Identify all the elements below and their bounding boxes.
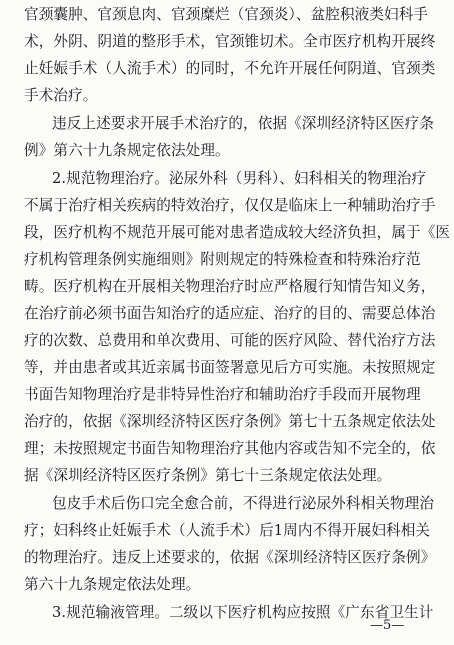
page-number: —5— bbox=[370, 618, 405, 633]
text-line-17: 理；未按照规定书面告知物理治疗其他内容或告知不完全的，依 bbox=[24, 440, 436, 457]
text-line-7: 2.规范物理治疗。泌尿外科（男科）、妇科相关的物理治疗 bbox=[52, 170, 427, 187]
text-line-21: 的物理治疗。违反上述要求的，依据《深圳经济特区医疗条例》 bbox=[24, 549, 436, 566]
text-line-16: 治疗的，依据《深圳经济特区医疗条例》第七十五条规定依法处 bbox=[24, 413, 436, 430]
text-line-23: 3.规范输液管理。二级以下医疗机构应按照《广东省卫生计 bbox=[52, 604, 434, 621]
text-line-4: 手术治疗。 bbox=[24, 87, 98, 104]
text-line-5: 违反上述要求开展手术治疗的，依据《深圳经济特区医疗条 bbox=[52, 115, 435, 132]
text-line-8: 不属于治疗相关疾病的特效治疗，仅仅是临床上一种辅助治疗手 bbox=[24, 197, 436, 214]
text-line-6: 例》第六十九条规定依法处理。 bbox=[24, 142, 230, 159]
text-line-3: 止妊娠手术（人流手术）的同时，不允许开展任何阴道、官颈类 bbox=[24, 60, 436, 77]
text-line-19: 包皮手术后伤口完全愈合前，不得进行泌尿外科相关物理治 bbox=[52, 495, 435, 512]
text-line-10: 疗机构管理条例实施细则》附则规定的特殊检查和特殊治疗范 bbox=[24, 251, 421, 268]
text-line-2: 术，外阴、阴道的整形手术，官颈锥切术。全市医疗机构开展终 bbox=[24, 33, 436, 50]
text-line-1: 官颈囊肿、官颈息肉、官颈糜烂（官颈炎）、盆腔积液类妇科手 bbox=[24, 6, 429, 23]
text-line-11: 畴。医疗机构在开展相关物理治疗时应严格履行知情告知义务， bbox=[24, 278, 436, 295]
text-line-14: 等，并由患者或其近亲属书面签署意见后方可实施。未按照规定 bbox=[24, 359, 436, 376]
text-line-18: 据《深圳经济特区医疗条例》第七十三条规定依法处理。 bbox=[24, 467, 392, 484]
text-line-9: 段，医疗机构不规范开展可能对患者造成较大经济负担，属于《医 bbox=[24, 224, 451, 241]
text-line-22: 第六十九条规定依法处理。 bbox=[24, 576, 201, 593]
text-line-12: 在治疗前必须书面告知治疗的适应症、治疗的目的、需要总体治 bbox=[24, 305, 436, 322]
text-line-15: 书面告知物理治疗是非特异性治疗和辅助治疗手段而开展物理 bbox=[24, 386, 421, 403]
text-line-13: 疗的次数、总费用和单次费用、可能的医疗风险、替代治疗方法 bbox=[24, 332, 436, 349]
text-line-20: 疗；妇科终止妊娠手术（人流手术）后1周内不得开展妇科相关 bbox=[24, 522, 431, 539]
